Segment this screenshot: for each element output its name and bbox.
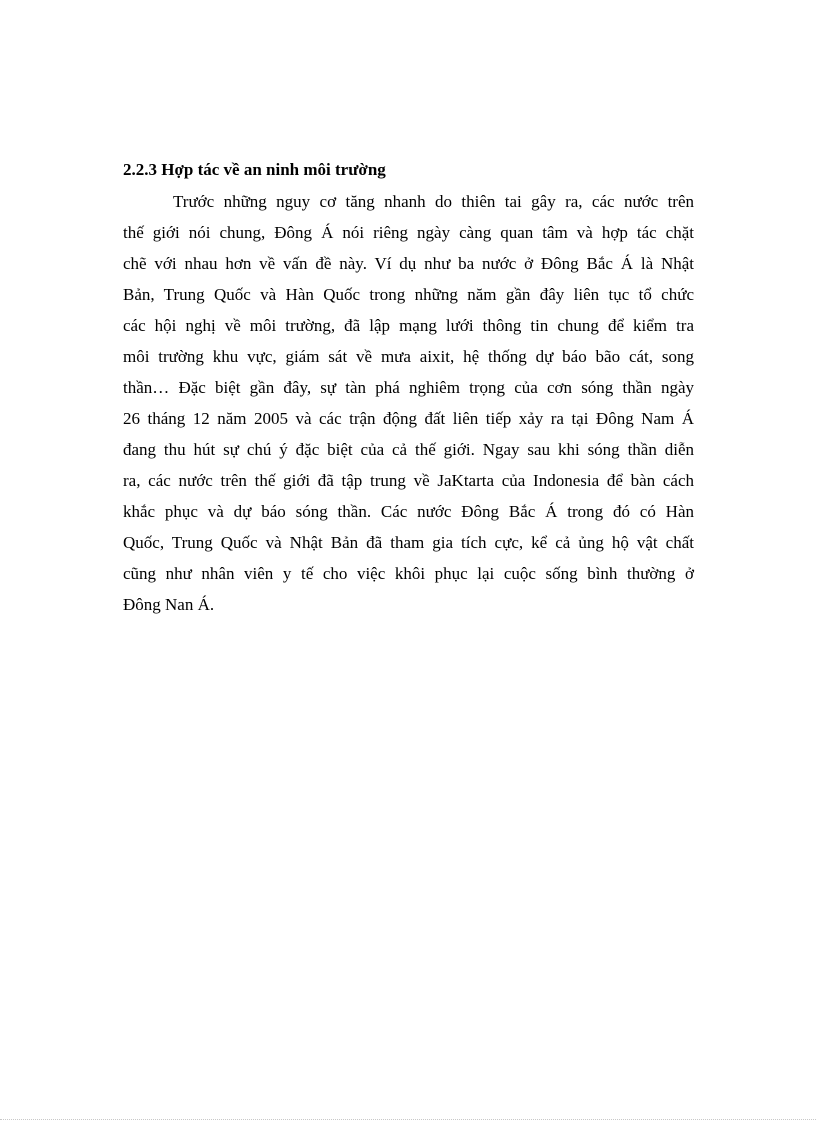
paragraph-line: các hội nghị về môi trường, đã lập mạng lưới thông tin chung để kiểm tra xyxy=(123,316,694,335)
paragraph-line: 26 tháng 12 năm 2005 và các trận động đất liên tiếp xảy ra tại Đông Nam Á xyxy=(123,409,694,428)
paragraph-line: ra, các nước trên thế giới đã tập trung về JaKtarta của Indonesia để bàn cách xyxy=(123,471,694,490)
paragraph-line: Trước những nguy cơ tăng nhanh do thiên tai gây ra, các nước trên xyxy=(173,192,694,211)
paragraph-line: chẽ với nhau hơn về vấn đề này. Ví dụ như ba nước ở Đông Bắc Á là Nhật xyxy=(123,254,694,273)
paragraph-line: Đông Nan Á. xyxy=(123,595,215,614)
page-bottom-edge xyxy=(0,1119,816,1120)
paragraph-line: cũng như nhân viên y tế cho việc khôi phục lại cuộc sống bình thường ở xyxy=(123,564,694,583)
paragraph-line: môi trường khu vực, giám sát về mưa aixit, hệ thống dự báo bão cát, song xyxy=(123,347,694,366)
paragraph-line: khắc phục và dự báo sóng thần. Các nước Đông Bắc Á trong đó có Hàn xyxy=(123,502,694,521)
paragraph-line: Quốc, Trung Quốc và Nhật Bản đã tham gia tích cực, kể cả ủng hộ vật chất xyxy=(123,533,694,552)
section-paragraph xyxy=(123,186,694,620)
paragraph-line: thế giới nói chung, Đông Á nói riêng ngày càng quan tâm và hợp tác chặt xyxy=(123,223,694,242)
paragraph-line: đang thu hút sự chú ý đặc biệt của cả thế giới. Ngay sau khi sóng thần diễn xyxy=(123,440,694,459)
paragraph-line: thần… Đặc biệt gần đây, sự tàn phá nghiêm trọng của cơn sóng thần ngày xyxy=(123,378,694,397)
paragraph-line: Bản, Trung Quốc và Hàn Quốc trong những năm gần đây liên tục tổ chức xyxy=(123,285,694,304)
section-heading: 2.2.3 Hợp tác về an ninh môi trường xyxy=(123,160,386,179)
